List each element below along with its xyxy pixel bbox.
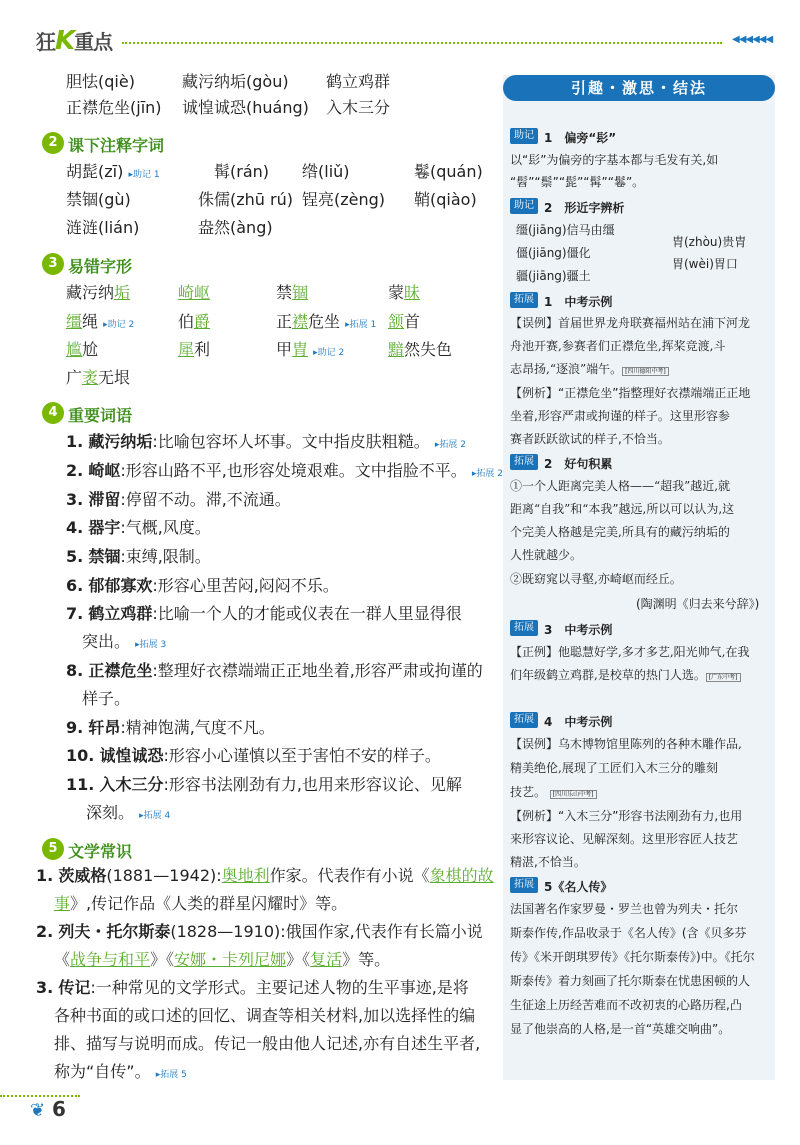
glossary-item: 盎然(àng) xyxy=(198,218,273,237)
term-item: 7. 鹤立鸡群:比喻一个人的才能或仪表在一群人里显得很 xyxy=(66,604,462,623)
section-title: 重要词语 xyxy=(68,406,133,425)
lit-item-cont: 各种书面的或口述的回忆、调查等相关材料,加以选择性的编 xyxy=(54,1006,476,1025)
sidebar-text: 【例析】“正襟危坐”指整理好衣襟端端正正地 xyxy=(510,386,751,400)
glossary-item: 胡髭(zī) ▸助记 1 xyxy=(66,162,160,181)
term-item-cont: 突出。 ▸拓展 3 xyxy=(82,632,167,651)
mnemonic-tag: 助记 xyxy=(510,198,538,214)
sidebar-text: 以“髟”为偏旁的字基本都与毛发有关,如 xyxy=(510,153,719,167)
section-number-badge: 4 xyxy=(42,402,64,424)
sidebar-text: 个完美人格越是完美,所具有的藏污纳垢的 xyxy=(510,525,730,539)
word-item: 正襟危坐(jīn) xyxy=(66,98,162,117)
sidebar-text: 【误例】乌木博物馆里陈列的各种木雕作品, xyxy=(510,737,742,751)
sidebar-text: 传》《米开朗琪罗传》《托尔斯泰传》)中。《托尔 xyxy=(510,950,755,964)
extension-tag: 拓展 xyxy=(510,712,538,728)
sidebar-text: 精美绝伦,展现了工匠们入木三分的雕刻 xyxy=(510,761,718,775)
sidebar-text: 赛者跃跃欲试的样子,不恰当。 xyxy=(510,432,670,446)
glossary-item: 侏儒(zhū rú) xyxy=(198,190,293,209)
extension-tag: 拓展 xyxy=(510,454,538,470)
term-item: 4. 器宇:气概,风度。 xyxy=(66,518,211,537)
lit-item: 3. 传记:一种常见的文学形式。主要记述人物的生平事迹,是将 xyxy=(36,978,469,997)
typo-item: 伯爵 xyxy=(178,312,211,331)
section-number-badge: 2 xyxy=(42,132,64,154)
term-item: 8. 正襟危坐:整理好衣襟端端正正地坐着,形容严肃或拘谨的 xyxy=(66,661,483,680)
sidebar-text: 坐着,形容严肃或拘谨的样子。这里形容参 xyxy=(510,409,730,423)
glossary-item: 涟涟(lián) xyxy=(66,218,140,237)
sidebar-text: 【正例】他聪慧好学,多才多艺,阳光帅气,在我 xyxy=(510,645,750,659)
term-item-cont: 深刻。 ▸拓展 4 xyxy=(86,803,171,822)
sidebar-text: 【例析】“入木三分”形容书法刚劲有力,也用 xyxy=(510,809,743,823)
sidebar-text: ①一个人距离完美人格——“超我”越近,就 xyxy=(510,479,731,493)
sidebar-text: 【误例】首届世界龙舟联赛福州站在浦下河龙 xyxy=(510,316,751,330)
typo-item: 广袤无垠 xyxy=(66,368,131,387)
sidebar-text: 胃(wèi)胃口 xyxy=(672,257,738,271)
sidebar-text: (陶渊明《归去来兮辞》) xyxy=(636,597,760,611)
word-item: 鹤立鸡群 xyxy=(326,72,391,91)
section-number-badge: 3 xyxy=(42,253,64,275)
term-item: 3. 滞留:停留不动。滞,不流通。 xyxy=(66,490,291,509)
extension-title: 5《名人传》 xyxy=(544,880,613,894)
term-item: 5. 禁锢:束缚,限制。 xyxy=(66,547,211,566)
sidebar-text: 生征途上历经苦难而不改初衷的心路历程,凸 xyxy=(510,998,742,1012)
word-item: 胆怯(qiè) xyxy=(66,72,135,91)
logo: 狂K重点 xyxy=(36,26,113,56)
section-number-badge: 5 xyxy=(42,838,64,860)
section-title: 文学常识 xyxy=(68,842,133,861)
typo-item: 犀利 xyxy=(178,340,211,359)
lit-item-cont: 《战争与和平》《安娜・卡列尼娜》《复活》等。 xyxy=(54,950,391,969)
word-item: 诚惶诚恐(huáng) xyxy=(182,98,309,117)
sidebar-text: “髫”“鬃”“髭”“髯”“鬈”。 xyxy=(510,175,645,189)
glossary-item: 绺(liǔ) xyxy=(302,162,350,181)
sidebar-text: 显了他崇高的人格,是一首“英雄交响曲”。 xyxy=(510,1022,731,1036)
sidebar-text: 胄(zhòu)贵胄 xyxy=(672,235,747,249)
mnemonic-tag: 助记 xyxy=(510,128,538,144)
extension-title: 3 中考示例 xyxy=(544,623,613,637)
sidebar-text: 斯泰作传,作品收录于《名人传》(含《贝多芬 xyxy=(510,926,747,940)
lit-item-cont: 称为“自传”。 ▸拓展 5 xyxy=(54,1062,187,1081)
lit-item: 1. 茨威格(1881—1942):奥地利作家。代表作有小说《象棋的故 xyxy=(36,866,494,885)
typo-item: 缰绳 ▸助记 2 xyxy=(66,312,135,331)
sidebar-text: 疆(jiāng)疆土 xyxy=(516,269,591,283)
typo-item: 甲胄 ▸助记 2 xyxy=(276,340,345,359)
page-number: 6 xyxy=(52,1097,66,1121)
sidebar-text: 僵(jiāng)僵化 xyxy=(516,246,591,260)
glossary-item: 禁锢(gù) xyxy=(66,190,131,209)
lit-item: 2. 列夫・托尔斯泰(1828—1910):俄国作家,代表作有长篇小说 xyxy=(36,922,483,941)
typo-item: 尴尬 xyxy=(66,340,99,359)
typo-item: 禁锢 xyxy=(276,283,309,302)
extension-tag: 拓展 xyxy=(510,877,538,893)
term-item: 10. 诚惶诚恐:形容小心谨慎以至于害怕不安的样子。 xyxy=(66,746,441,765)
extension-title: 1 中考示例 xyxy=(544,295,613,309)
term-item: 2. 崎岖:形容山路不平,也形容处境艰难。文中指脸不平。 ▸拓展 2 xyxy=(66,461,504,480)
sidebar-text: 法国著名作家罗曼・罗兰也曾为列夫・托尔 xyxy=(510,902,739,916)
extension-title: 2 好句积累 xyxy=(544,457,613,471)
term-item: 11. 入木三分:形容书法刚劲有力,也用来形容议论、见解 xyxy=(66,775,462,794)
sidebar-text: 志昂扬,“逐浪”端午。 [四川德阳中考] xyxy=(510,361,669,380)
sidebar-text: 精湛,不恰当。 xyxy=(510,855,586,869)
sidebar-text: 们年级鹤立鸡群,是校草的热门人选。 [广东中考] xyxy=(510,667,741,686)
typo-item: 黯然失色 xyxy=(388,340,453,359)
typo-item: 正襟危坐 ▸拓展 1 xyxy=(276,312,377,331)
sidebar-text: 技艺。 [四川乐山中考] xyxy=(510,784,597,803)
leaf-icon: ❦ xyxy=(30,1100,46,1121)
mnemonic-title: 2 形近字辨析 xyxy=(544,201,625,215)
extension-tag: 拓展 xyxy=(510,620,538,636)
word-item: 入木三分 xyxy=(326,98,391,117)
typo-item: 颔首 xyxy=(388,312,421,331)
lit-item-cont: 事》,传记作品《人类的群星闪耀时》等。 xyxy=(54,894,348,913)
sidebar-text: 斯泰传》着力刻画了托尔斯泰在忧患困顿的人 xyxy=(510,974,751,988)
section-title: 易错字形 xyxy=(68,257,133,276)
glossary-item: 髯(rán) xyxy=(214,162,270,181)
sidebar-header: 引趣・激思・结法 xyxy=(503,75,775,101)
sidebar-text: ②既窈窕以寻壑,亦崎岖而经丘。 xyxy=(510,572,682,586)
section-title: 课下注释字词 xyxy=(68,136,165,155)
sidebar-text: 人性就越少。 xyxy=(510,548,583,562)
sidebar-text: 距离“自我”和“本我”越远,所以可以认为,这 xyxy=(510,502,735,516)
sidebar-text: 舟池开赛,参赛者们正襟危坐,挥桨竞渡,斗 xyxy=(510,339,726,353)
lit-item-cont: 排、描写与说明而成。传记一般由他人记述,亦有自述生平者, xyxy=(54,1034,481,1053)
sidebar-text: 缰(jiāng)信马由缰 xyxy=(516,223,615,237)
sidebar-text: 来形容议论、见解深刻。这里形容匠人技艺 xyxy=(510,832,739,846)
typo-item: 蒙昧 xyxy=(388,283,421,302)
extension-tag: 拓展 xyxy=(510,292,538,308)
term-item: 1. 藏污纳垢:比喻包容坏人坏事。文中指皮肤粗糙。 ▸拓展 2 xyxy=(66,432,466,451)
arrows-icon: ◀◀◀◀◀◀ xyxy=(732,34,773,45)
typo-item: 崎岖 xyxy=(178,283,211,302)
term-item: 6. 郁郁寡欢:形容心里苦闷,闷闷不乐。 xyxy=(66,576,339,595)
word-item: 藏污纳垢(gòu) xyxy=(182,72,289,91)
term-item-cont: 样子。 xyxy=(82,689,131,708)
glossary-item: 锃亮(zèng) xyxy=(302,190,386,209)
glossary-item: 鞘(qiào) xyxy=(414,190,477,209)
typo-item: 藏污纳垢 xyxy=(66,283,131,302)
term-item: 9. 轩昂:精神饱满,气度不凡。 xyxy=(66,718,275,737)
header-divider xyxy=(122,42,722,44)
glossary-item: 鬈(quán) xyxy=(414,162,483,181)
mnemonic-title: 1 偏旁“髟” xyxy=(544,131,617,145)
extension-title: 4 中考示例 xyxy=(544,715,613,729)
